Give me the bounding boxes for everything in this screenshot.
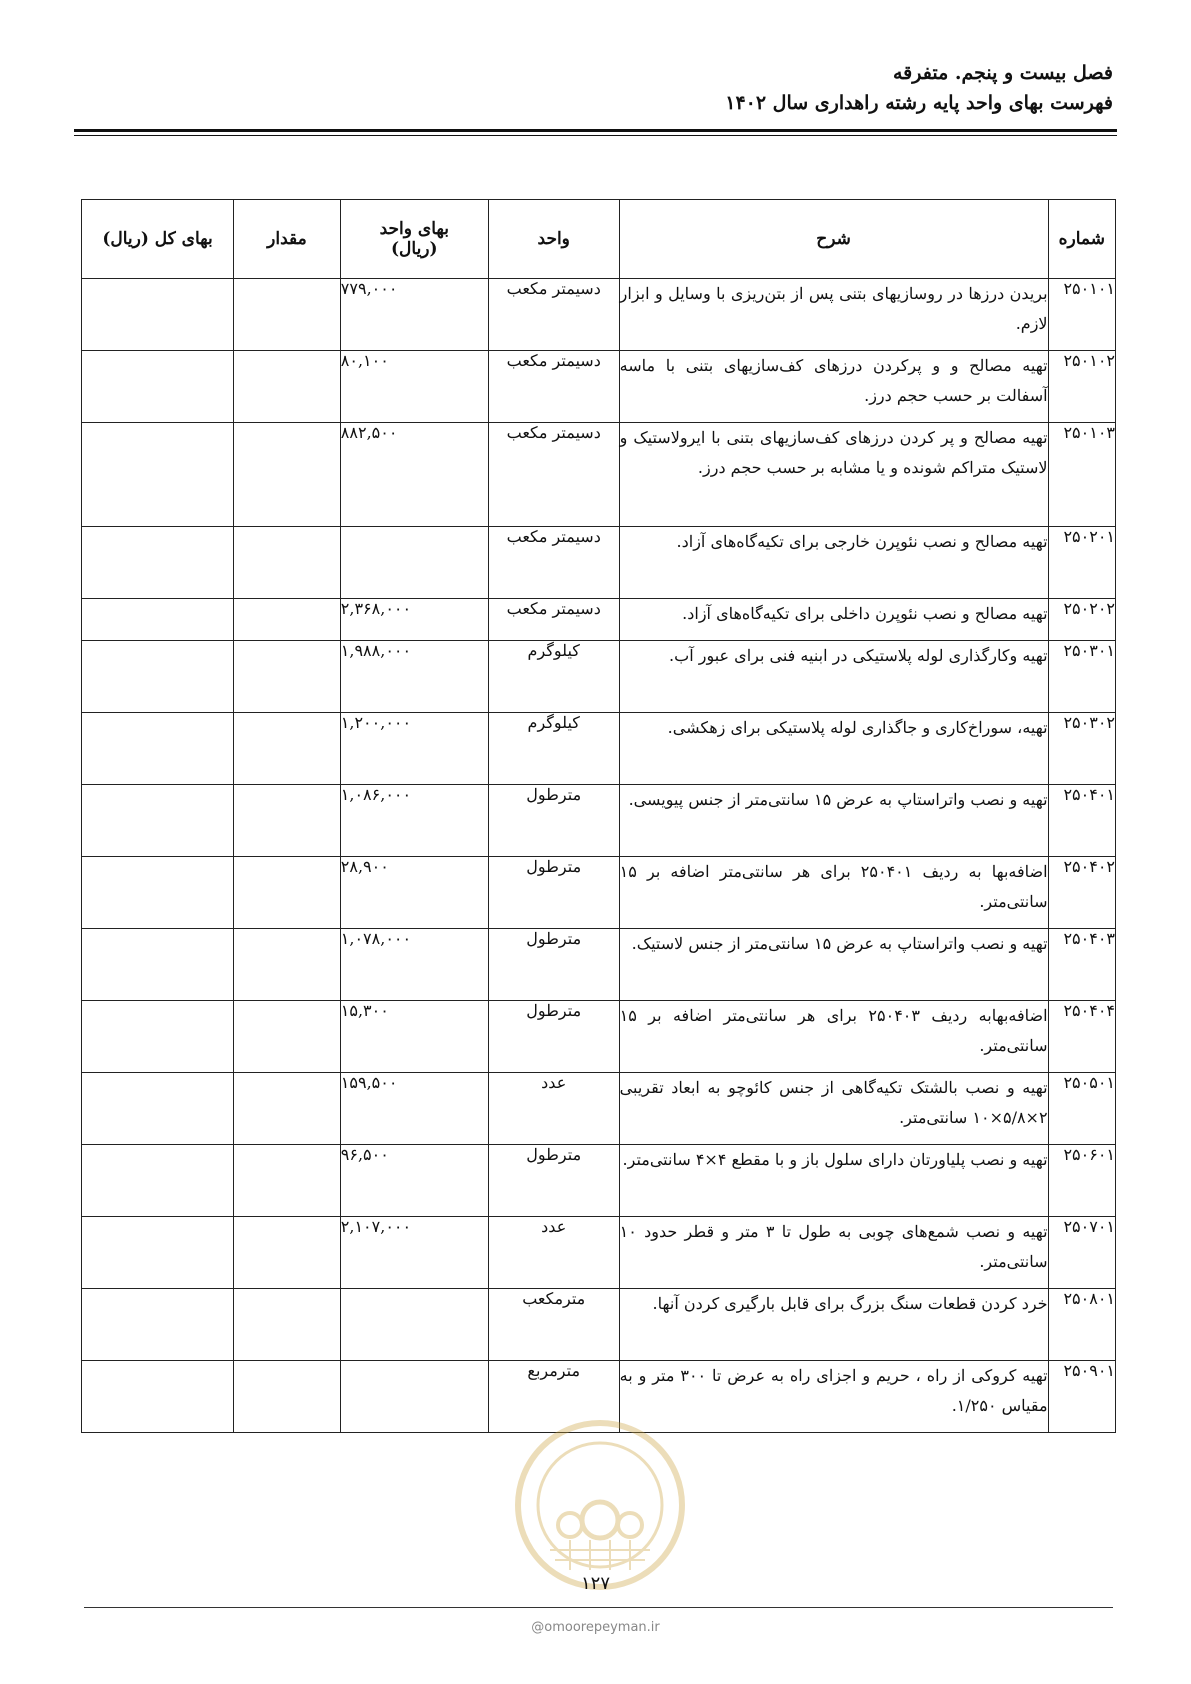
item-description: تهیه مصالح و نصب نئوپرن داخلی برای تکیه‌گاه‌های آزاد. xyxy=(619,599,1048,641)
item-quantity xyxy=(234,1361,341,1433)
item-unit-price: ۲,۳۶۸,۰۰۰ xyxy=(340,599,488,641)
column-header-unit-price xyxy=(340,200,488,279)
table-row xyxy=(82,641,1116,713)
item-total xyxy=(82,641,234,713)
table-header-row xyxy=(82,200,1116,279)
item-description: اضافه‌بهابه ردیف ۲۵۰۴۰۳ برای هر سانتی‌متر اضافه بر ۱۵ سانتی‌متر. xyxy=(619,1001,1048,1073)
table-row xyxy=(82,1217,1116,1289)
item-quantity xyxy=(234,713,341,785)
item-quantity xyxy=(234,1217,341,1289)
item-description: بریدن درزها در روسازیهای بتنی پس از بتن‌ریزی با وسایل و ابزار لازم. xyxy=(619,279,1048,351)
column-header-total: بهای کل (ریال) xyxy=(82,200,234,279)
chapter-title: فصل بیست و پنجم. متفرقه xyxy=(892,62,1113,84)
item-quantity xyxy=(234,599,341,641)
item-quantity xyxy=(234,1289,341,1361)
item-unit-price xyxy=(340,527,488,599)
item-number: ۲۵۰۸۰۱ xyxy=(1048,1289,1115,1361)
item-unit: دسیمتر مکعب xyxy=(488,599,619,641)
item-description: تهیه وکارگذاری لوله پلاستیکی در ابنیه فنی برای عبور آب. xyxy=(619,641,1048,713)
item-total xyxy=(82,857,234,929)
item-unit-price: ۲,۱۰۷,۰۰۰ xyxy=(340,1217,488,1289)
item-quantity xyxy=(234,641,341,713)
item-description: تهیه و نصب بالشتک تکیه‌گاهی از جنس کائوچو به ابعاد تقریبی ۲×۵/۸×۱۰ سانتی‌متر. xyxy=(619,1073,1048,1145)
header-rule-thin xyxy=(74,135,1117,136)
item-unit: دسیمتر مکعب xyxy=(488,423,619,527)
item-quantity xyxy=(234,351,341,423)
table-row xyxy=(82,713,1116,785)
table-row xyxy=(82,423,1116,527)
item-quantity xyxy=(234,527,341,599)
item-description: تهیه مصالح و نصب نئوپرن خارجی برای تکیه‌گاه‌های آزاد. xyxy=(619,527,1048,599)
item-unit-price: ۷۷۹,۰۰۰ xyxy=(340,279,488,351)
item-quantity xyxy=(234,785,341,857)
table-row xyxy=(82,351,1116,423)
unit-price-header-line2: (ریال) xyxy=(391,239,438,259)
item-unit-price: ۱,۰۸۶,۰۰۰ xyxy=(340,785,488,857)
item-unit-price: ۱,۰۷۸,۰۰۰ xyxy=(340,929,488,1001)
item-unit: مترطول xyxy=(488,857,619,929)
item-unit-price: ۹۶,۵۰۰ xyxy=(340,1145,488,1217)
item-unit-price: ۲۸,۹۰۰ xyxy=(340,857,488,929)
item-number: ۲۵۰۱۰۳ xyxy=(1048,423,1115,527)
column-header-number: شماره xyxy=(1048,200,1115,279)
item-total xyxy=(82,279,234,351)
item-unit: دسیمتر مکعب xyxy=(488,351,619,423)
item-total xyxy=(82,527,234,599)
item-total xyxy=(82,599,234,641)
item-total xyxy=(82,1145,234,1217)
item-description: تهیه و نصب واتراستاپ به عرض ۱۵ سانتی‌متر از جنس پیویسی. xyxy=(619,785,1048,857)
item-number: ۲۵۰۱۰۲ xyxy=(1048,351,1115,423)
item-number: ۲۵۰۴۰۲ xyxy=(1048,857,1115,929)
item-number: ۲۵۰۳۰۱ xyxy=(1048,641,1115,713)
item-number: ۲۵۰۲۰۲ xyxy=(1048,599,1115,641)
item-total xyxy=(82,1001,234,1073)
item-unit: عدد xyxy=(488,1217,619,1289)
footer-rule xyxy=(84,1607,1113,1608)
item-unit-price: ۱۵۹,۵۰۰ xyxy=(340,1073,488,1145)
table-row xyxy=(82,785,1116,857)
page-header xyxy=(78,58,1113,118)
item-total xyxy=(82,785,234,857)
table-row xyxy=(82,1289,1116,1361)
item-unit: کیلوگرم xyxy=(488,713,619,785)
item-total xyxy=(82,929,234,1001)
item-description: تهیه مصالح و و پرکردن درزهای کف‌سازیهای بتنی با ماسه آسفالت بر حسب حجم درز. xyxy=(619,351,1048,423)
item-unit: مترطول xyxy=(488,785,619,857)
item-number: ۲۵۰۳۰۲ xyxy=(1048,713,1115,785)
item-quantity xyxy=(234,1001,341,1073)
item-quantity xyxy=(234,423,341,527)
table-row xyxy=(82,1361,1116,1433)
item-unit: عدد xyxy=(488,1073,619,1145)
item-total xyxy=(82,351,234,423)
table-row xyxy=(82,929,1116,1001)
page-number: ۱۲۷ xyxy=(580,1573,610,1594)
unit-price-header-line1: بهای واحد xyxy=(379,219,449,239)
table-row xyxy=(82,857,1116,929)
table-row xyxy=(82,1001,1116,1073)
item-number: ۲۵۰۵۰۱ xyxy=(1048,1073,1115,1145)
item-number: ۲۵۰۲۰۱ xyxy=(1048,527,1115,599)
item-unit-price: ۱۵,۳۰۰ xyxy=(340,1001,488,1073)
item-description: تهیه مصالح و پر کردن درزهای کف‌سازیهای بتنی با ایرولاستیک و لاستیک متراکم شونده و یا مشابه بر حسب حجم درز. xyxy=(619,423,1048,527)
item-description: تهیه و نصب پلیاورتان دارای سلول باز و با مقطع ۴×۴ سانتی‌متر. xyxy=(619,1145,1048,1217)
price-list-title: فهرست بهای واحد پایه رشته راهداری سال ۱۴۰۲ xyxy=(725,92,1113,114)
item-quantity xyxy=(234,929,341,1001)
table-row xyxy=(82,279,1116,351)
item-number: ۲۵۰۴۰۴ xyxy=(1048,1001,1115,1073)
item-description: تهیه و نصب واتراستاپ به عرض ۱۵ سانتی‌متر از جنس لاستیک. xyxy=(619,929,1048,1001)
item-total xyxy=(82,1361,234,1433)
item-description: تهیه، سوراخ‌کاری و جاگذاری لوله پلاستیکی برای زهکشی. xyxy=(619,713,1048,785)
item-quantity xyxy=(234,279,341,351)
item-unit: دسیمتر مکعب xyxy=(488,527,619,599)
item-description: خرد کردن قطعات سنگ بزرگ برای قابل بارگیری کردن آنها. xyxy=(619,1289,1048,1361)
item-number: ۲۵۰۴۰۱ xyxy=(1048,785,1115,857)
item-number: ۲۵۰۱۰۱ xyxy=(1048,279,1115,351)
price-list-table xyxy=(81,199,1116,1433)
item-total xyxy=(82,1073,234,1145)
header-rule-thick xyxy=(74,129,1117,132)
item-unit-price: ۱,۲۰۰,۰۰۰ xyxy=(340,713,488,785)
item-quantity xyxy=(234,1073,341,1145)
item-number: ۲۵۰۹۰۱ xyxy=(1048,1361,1115,1433)
item-unit: مترمکعب xyxy=(488,1289,619,1361)
column-header-quantity: مقدار xyxy=(234,200,341,279)
item-number: ۲۵۰۶۰۱ xyxy=(1048,1145,1115,1217)
site-watermark: @omoorepeyman.ir xyxy=(531,1620,660,1635)
column-header-unit: واحد xyxy=(488,200,619,279)
item-unit: مترطول xyxy=(488,1145,619,1217)
item-unit-price xyxy=(340,1361,488,1433)
item-total xyxy=(82,1217,234,1289)
table-row xyxy=(82,527,1116,599)
item-unit-price: ۱,۹۸۸,۰۰۰ xyxy=(340,641,488,713)
table-row xyxy=(82,1145,1116,1217)
table-row xyxy=(82,599,1116,641)
item-total xyxy=(82,713,234,785)
item-unit: مترمربع xyxy=(488,1361,619,1433)
item-quantity xyxy=(234,857,341,929)
item-unit: مترطول xyxy=(488,1001,619,1073)
item-number: ۲۵۰۷۰۱ xyxy=(1048,1217,1115,1289)
item-unit: کیلوگرم xyxy=(488,641,619,713)
item-total xyxy=(82,1289,234,1361)
table-row xyxy=(82,1073,1116,1145)
item-total xyxy=(82,423,234,527)
item-unit: مترطول xyxy=(488,929,619,1001)
item-description: تهیه و نصب شمع‌های چوبی به طول تا ۳ متر و قطر حدود ۱۰ سانتی‌متر. xyxy=(619,1217,1048,1289)
column-header-description: شرح xyxy=(619,200,1048,279)
item-number: ۲۵۰۴۰۳ xyxy=(1048,929,1115,1001)
item-description: اضافه‌بها به ردیف ۲۵۰۴۰۱ برای هر سانتی‌متر اضافه بر ۱۵ سانتی‌متر. xyxy=(619,857,1048,929)
item-unit: دسیمتر مکعب xyxy=(488,279,619,351)
publisher-seal-watermark xyxy=(510,1415,690,1595)
item-description: تهیه کروکی از راه ، حریم و اجزای راه به عرض تا ۳۰۰ متر و به مقیاس ۱/۲۵۰. xyxy=(619,1361,1048,1433)
item-unit-price xyxy=(340,1289,488,1361)
item-unit-price: ۸۰,۱۰۰ xyxy=(340,351,488,423)
item-unit-price: ۸۸۲,۵۰۰ xyxy=(340,423,488,527)
item-quantity xyxy=(234,1145,341,1217)
